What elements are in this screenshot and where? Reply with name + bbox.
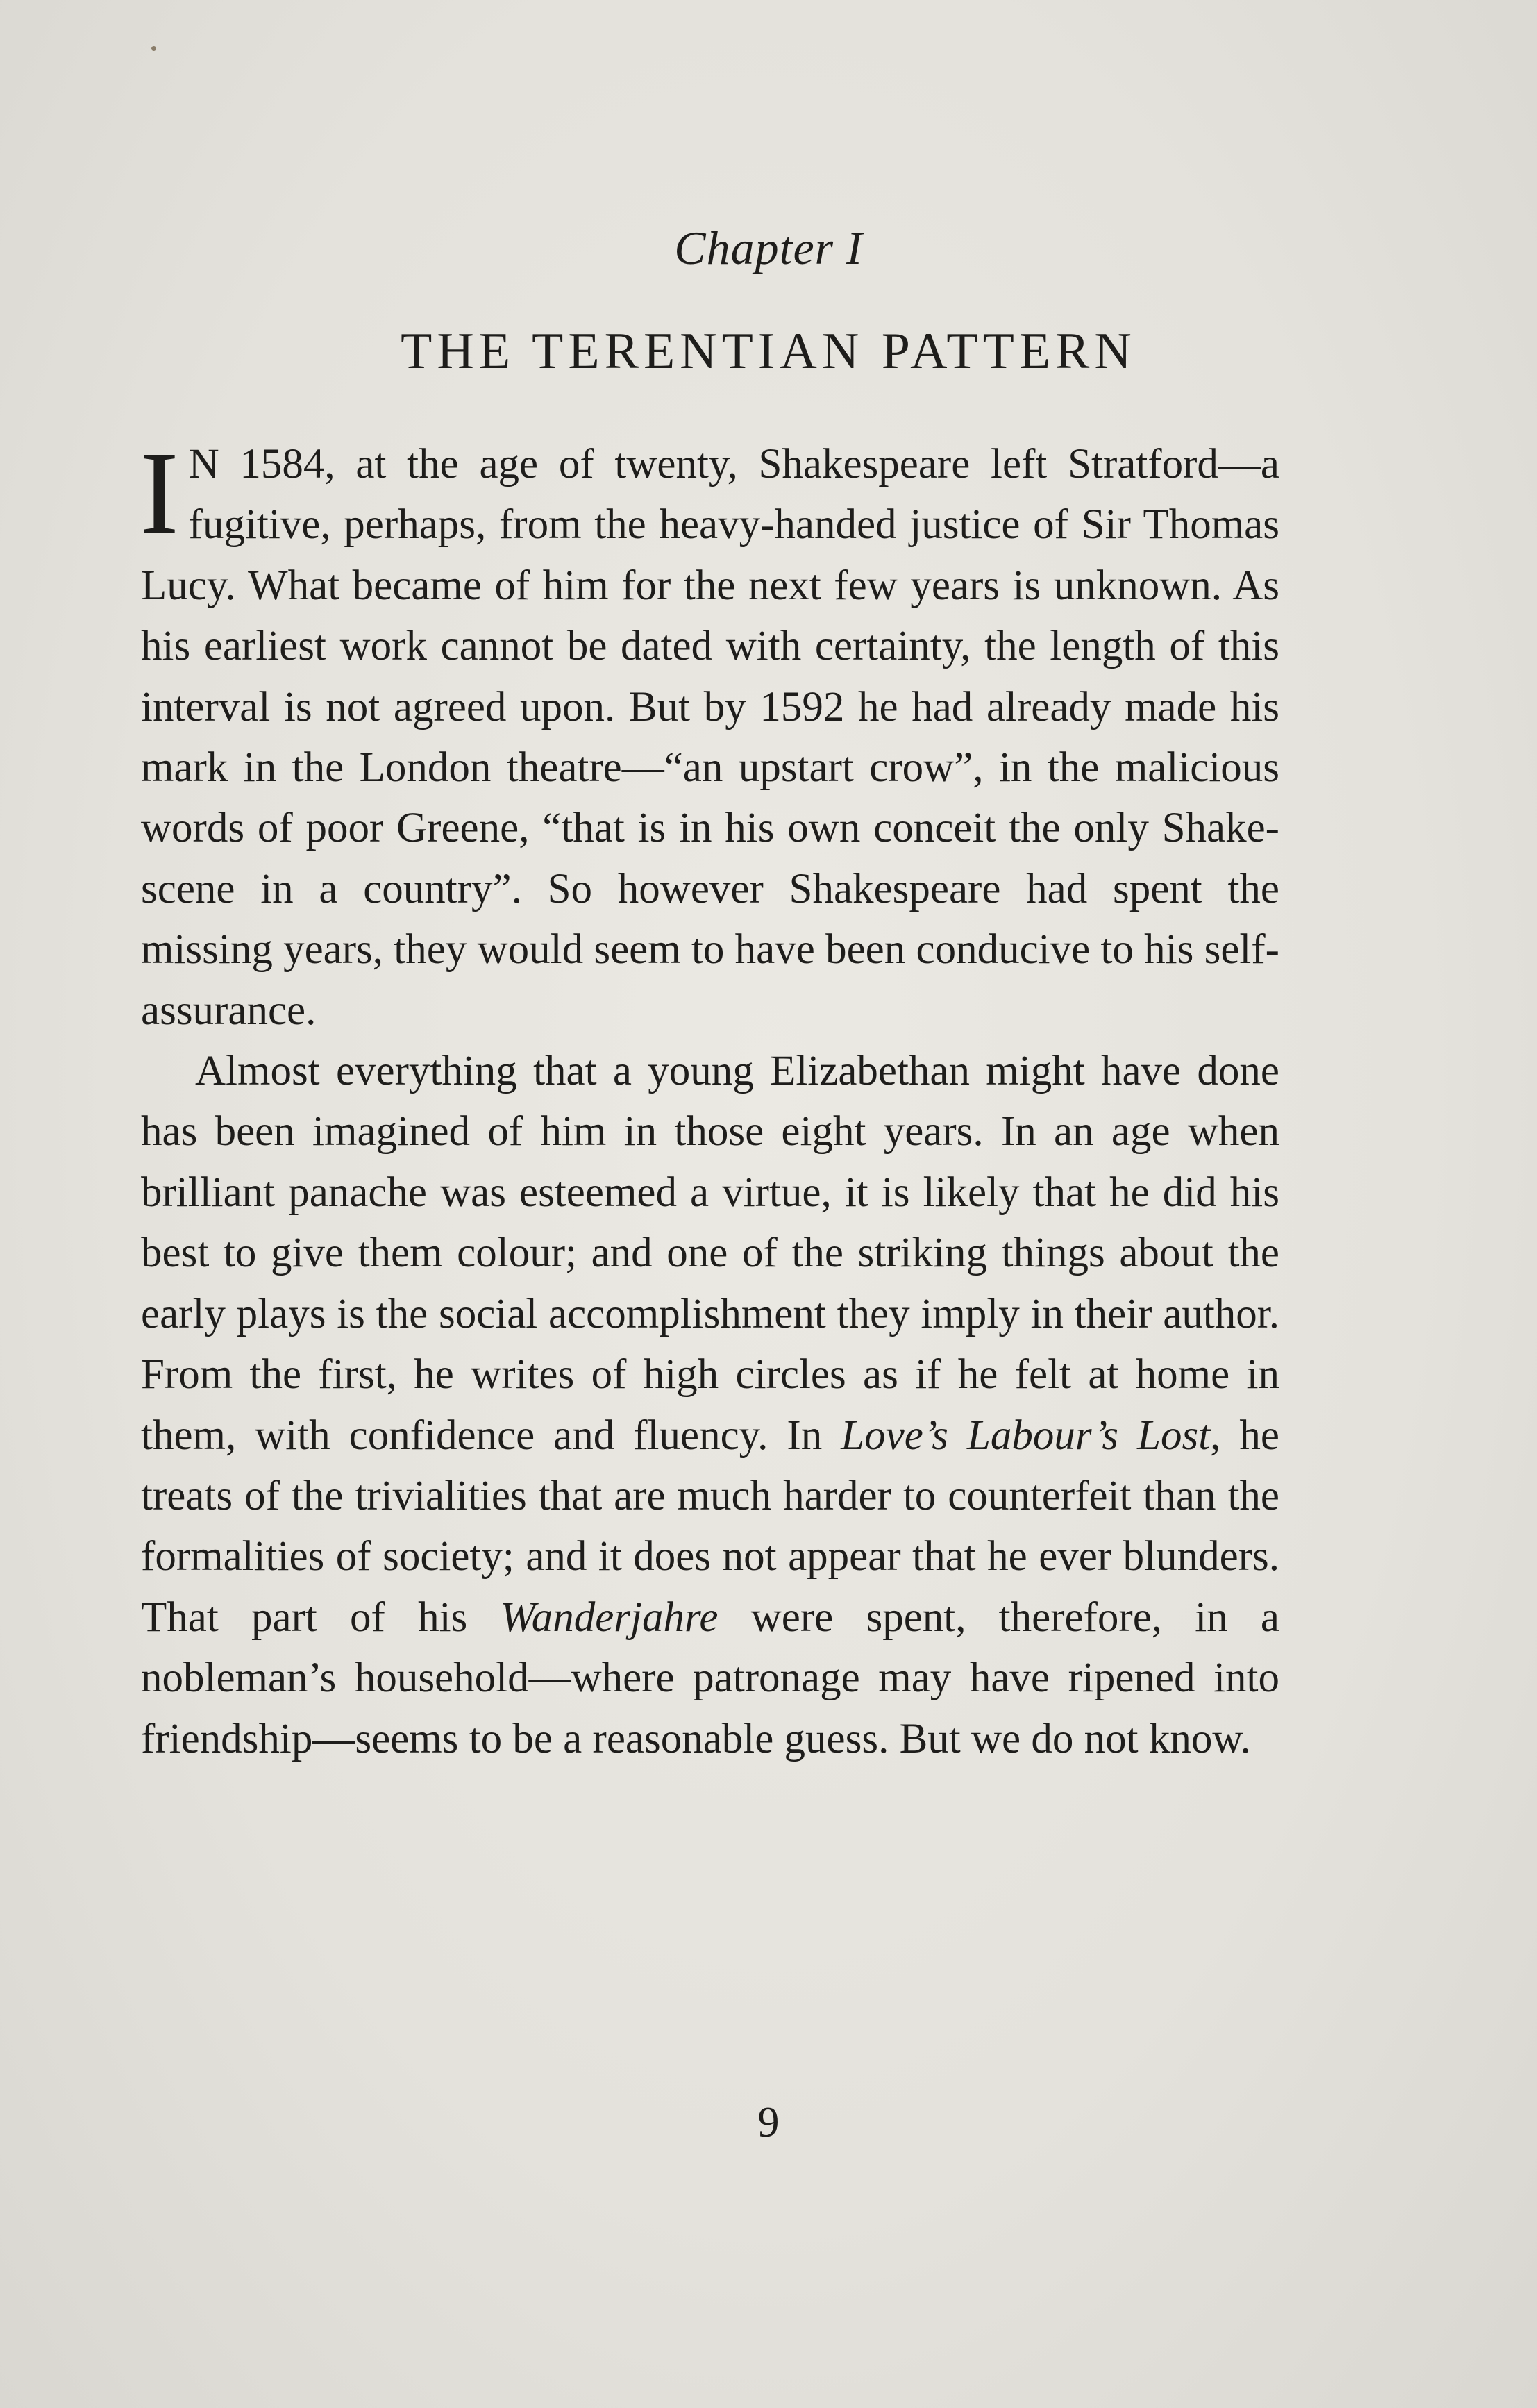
- paragraph-2: [141, 1041, 1279, 1769]
- chapter-title: THE TERENTIAN PATTERN: [401, 323, 1136, 380]
- paragraph-1: [140, 428, 1279, 1041]
- paragraph-2-segment: Almost everything that a young Elizabethan might have done has been imagined of him in those eight years. In an age when brilliant panache was esteemed a virtue, it is likely that he did his best to give them colour; and one of the striking things about the early plays is the social accomplishment they imply in their author. From the first, he writes of high circles as if he felt at home in them, with confidence and fluency. In: [141, 1048, 1279, 1459]
- drop-cap: I: [140, 428, 179, 558]
- play-title-loves-labours-lost: Love’s Labour’s Lost: [841, 1412, 1211, 1459]
- chapter-label: Chapter I: [674, 221, 863, 274]
- page-number: 9: [757, 2099, 780, 2146]
- paragraph-2-segment: , he treats of the trivialities that are much harder to counterfeit than the formalities of society; and it does not appear that he ever blunders. That part of his: [141, 1412, 1279, 1641]
- term-wanderjahre: Wanderjahre: [500, 1594, 719, 1641]
- chapter-body: [140, 428, 1279, 1769]
- paper-speck: [151, 46, 156, 51]
- paragraph-2-segment: were spent, therefore, in a nobleman’s household—where patronage may have ripened into friendship—seems to be a reasonable guess. But we do not know.: [141, 1594, 1279, 1762]
- paragraph-1-text: N 1584, at the age of twenty, Shakespeare left Stratford—a fugitive, perhaps, from the heavy-handed justice of Sir Thomas Lucy. What became of him for the next few years is unknown. As his earliest work cannot be dated with certainty, the length of this interval is not agreed upon. But by 1592 he had already made his mark in the London theatre—“an upstart crow”, in the malicious words of poor Greene, “that is in his own conceit the only Shake-scene in a country”. So however Shakespeare had spent the missing years, they would seem to have been conducive to his self-assurance.: [141, 441, 1279, 1034]
